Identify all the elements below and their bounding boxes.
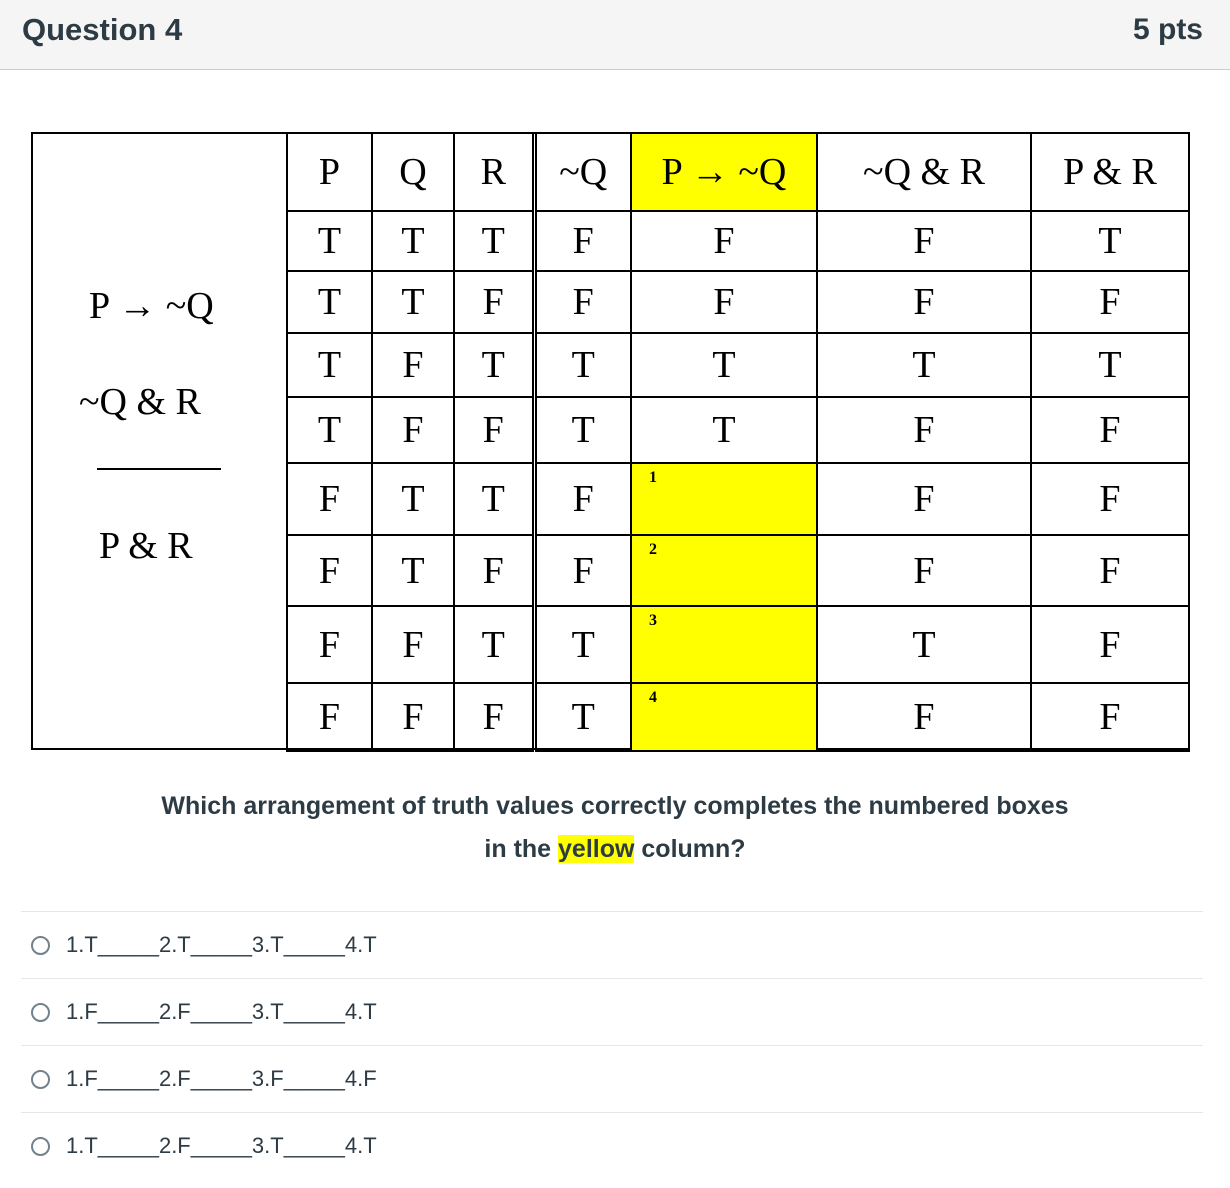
- answer-label[interactable]: 1.F_____2.F_____3.T_____4.T: [66, 999, 377, 1024]
- table-cell: F: [454, 397, 534, 463]
- premise-2: ~Q & R: [79, 381, 201, 423]
- table-cell: T: [454, 211, 534, 271]
- table-cell: F: [817, 535, 1031, 606]
- table-cell: T: [372, 271, 454, 333]
- answer-option-1[interactable]: [21, 911, 1203, 978]
- answer-label[interactable]: 1.T_____2.F_____3.T_____4.T: [66, 1133, 377, 1158]
- table-cell: T: [454, 606, 534, 683]
- table-cell: F: [372, 333, 454, 397]
- table-cell: F: [1031, 535, 1189, 606]
- table-header-cell: P & R: [1031, 133, 1189, 211]
- table-cell: T: [631, 333, 817, 397]
- table-cell: F: [817, 397, 1031, 463]
- conclusion: P & R: [99, 525, 193, 567]
- numbered-box: [631, 606, 817, 683]
- question-points: 5 pts: [1132, 13, 1203, 46]
- question-header: [0, 0, 1230, 70]
- question-title: Question 4: [22, 12, 183, 47]
- table-cell: F: [534, 271, 631, 333]
- numbered-box: [631, 683, 817, 751]
- table-cell: F: [454, 271, 534, 333]
- box-number: 4: [649, 689, 657, 706]
- answer-option-3[interactable]: [21, 1045, 1203, 1112]
- table-row: [287, 333, 1189, 397]
- table-cell: F: [287, 606, 372, 683]
- table-cell: T: [454, 333, 534, 397]
- table-cell: T: [372, 535, 454, 606]
- table-cell: T: [1031, 333, 1189, 397]
- table-row: [287, 211, 1189, 271]
- table-cell: F: [534, 463, 631, 535]
- table-cell: F: [287, 683, 372, 751]
- table-cell: T: [287, 211, 372, 271]
- table-cell: T: [287, 333, 372, 397]
- table-header-cell: ~Q & R: [817, 133, 1031, 211]
- answer-option-2[interactable]: [21, 978, 1203, 1045]
- table-cell: T: [287, 271, 372, 333]
- table-cell: F: [454, 535, 534, 606]
- table-cell: T: [372, 463, 454, 535]
- radio-button[interactable]: [31, 1003, 50, 1022]
- table-cell: T: [372, 211, 454, 271]
- table-cell: T: [287, 397, 372, 463]
- table-cell: F: [817, 683, 1031, 751]
- table-cell: F: [817, 211, 1031, 271]
- table-header-cell: Q: [372, 133, 454, 211]
- conclusion-line: [97, 468, 221, 470]
- table-cell: F: [1031, 683, 1189, 751]
- table-cell: F: [372, 683, 454, 751]
- table-header-cell: ~Q: [534, 133, 631, 211]
- table-cell: F: [534, 535, 631, 606]
- numbered-box: [631, 463, 817, 535]
- box-number: 3: [649, 612, 657, 629]
- table-cell: T: [534, 333, 631, 397]
- radio-button[interactable]: [31, 936, 50, 955]
- question-prompt: [0, 785, 1230, 871]
- table-row: [287, 271, 1189, 333]
- table-cell: F: [1031, 397, 1189, 463]
- table-cell: F: [817, 463, 1031, 535]
- table-row: [287, 535, 1189, 606]
- table-cell: F: [287, 463, 372, 535]
- answer-list: [21, 911, 1203, 1179]
- table-cell: T: [631, 397, 817, 463]
- table-row: [287, 397, 1189, 463]
- table-cell: T: [1031, 211, 1189, 271]
- table-cell: F: [817, 271, 1031, 333]
- table-row: [287, 463, 1189, 535]
- table-cell: T: [817, 606, 1031, 683]
- table-row: [287, 683, 1189, 751]
- answer-option-4[interactable]: [21, 1112, 1203, 1179]
- table-cell: F: [372, 397, 454, 463]
- table-header-row: [287, 133, 1189, 211]
- table-cell: F: [631, 271, 817, 333]
- table-cell: T: [817, 333, 1031, 397]
- box-number: 2: [649, 541, 657, 558]
- table-cell: T: [454, 463, 534, 535]
- argument-panel: [31, 132, 286, 750]
- prompt-line-2-end: column?: [634, 835, 746, 863]
- table-header-cell: P: [287, 133, 372, 211]
- table-cell: F: [454, 683, 534, 751]
- radio-button[interactable]: [31, 1137, 50, 1156]
- prompt-line-2: [0, 828, 1230, 871]
- answer-label[interactable]: 1.F_____2.F_____3.F_____4.F: [66, 1066, 377, 1091]
- table-cell: F: [1031, 463, 1189, 535]
- table-cell: T: [534, 397, 631, 463]
- premise-1: P → ~Q: [89, 285, 214, 327]
- prompt-line-2-start: in the: [484, 835, 559, 863]
- truth-table: [286, 132, 1190, 752]
- radio-button[interactable]: [31, 1070, 50, 1089]
- table-cell: F: [287, 535, 372, 606]
- numbered-box: [631, 535, 817, 606]
- prompt-highlight-word: yellow: [558, 835, 635, 863]
- table-row: [287, 606, 1189, 683]
- answer-label[interactable]: 1.T_____2.T_____3.T_____4.T: [66, 932, 377, 957]
- table-cell: F: [372, 606, 454, 683]
- box-number: 1: [649, 469, 657, 486]
- table-cell: F: [1031, 271, 1189, 333]
- table-cell: F: [1031, 606, 1189, 683]
- table-cell: F: [631, 211, 817, 271]
- table-header-cell: R: [454, 133, 534, 211]
- prompt-line-1: Which arrangement of truth values correctly completes the numbered boxes: [161, 792, 1069, 820]
- table-cell: T: [534, 683, 631, 751]
- table-cell: T: [534, 606, 631, 683]
- table-cell: F: [534, 211, 631, 271]
- table-header-cell: P → ~Q: [631, 133, 817, 211]
